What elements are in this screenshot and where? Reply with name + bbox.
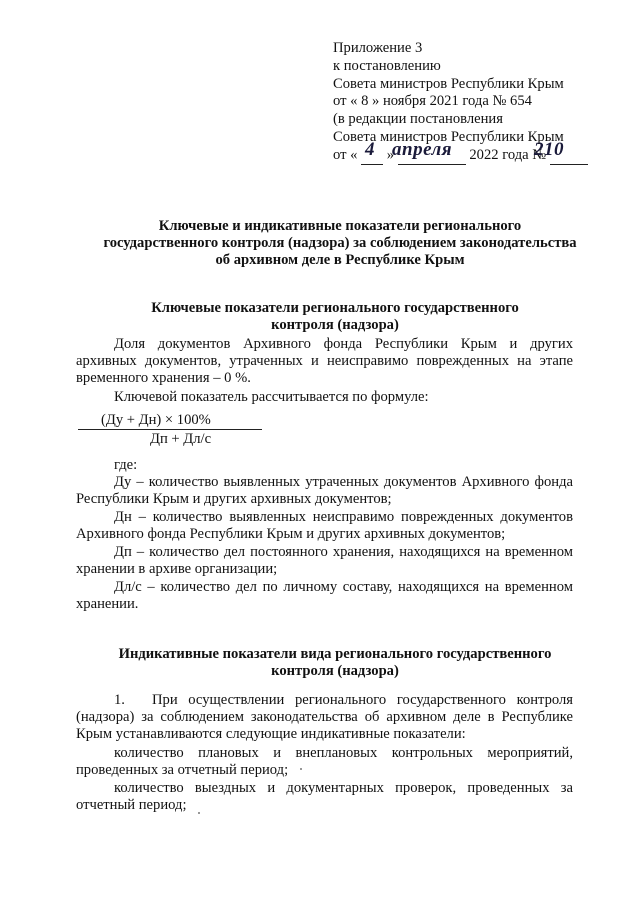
- where-label: где:: [114, 457, 138, 473]
- formula-denominator: Дп + Дл/с: [150, 431, 212, 447]
- definition-du: Ду – количество выявленных утраченных документов Архивного фонда Республики Крым и других архивных документов;: [76, 474, 573, 507]
- header-line: от « 8 » ноября 2021 года № 654: [333, 93, 532, 109]
- header-line: Совета министров Республики Крым: [333, 76, 564, 92]
- definition-dn: Дн – количество выявленных неисправимо поврежденных документов Архивного фонда Республики Крым и других архивных документов;: [76, 509, 573, 542]
- heading-line: контроля (надзора): [271, 317, 399, 333]
- indicator-item: количество плановых и внеплановых контрольных мероприятий, проведенных за отчетный период;: [76, 745, 573, 778]
- title-line: Ключевые и индикативные показатели регионального: [158, 218, 522, 234]
- definition-dls: Дл/с – количество дел по личному составу, находящихся на временном хранении.: [76, 579, 573, 612]
- key-indicator-paragraph: Доля документов Архивного фонда Республики Крым и других архивных документов, утраченных и неисправимо поврежденных на этапе временного хранения – 0 %.: [76, 336, 573, 386]
- document-title: [60, 218, 620, 269]
- item-number: 1.: [114, 692, 125, 708]
- scan-artifact: [198, 812, 200, 814]
- definition-dp: Дп – количество дел постоянного хранения, находящихся на временном хранении в архиве организации;: [76, 544, 573, 577]
- date-prefix: от «: [333, 147, 358, 163]
- header-line: (в редакции постановления: [333, 111, 503, 127]
- handwritten-number: 210: [534, 139, 564, 160]
- title-line: об архивном деле в Республике Крым: [215, 252, 465, 268]
- indicator-item: количество выездных и документарных проверок, проведенных за отчетный период;: [76, 780, 573, 813]
- item-text: При осуществлении регионального государственного контроля (надзора) за соблюдением законодательства об архивном деле в Республике Крым устанавливаются следующие индикативные показатели:: [76, 692, 573, 742]
- handwritten-day: 4: [365, 139, 375, 160]
- fraction-bar: [78, 429, 262, 430]
- key-section-heading: [100, 300, 570, 334]
- header-line: Приложение 3: [333, 40, 423, 56]
- formula-numerator: (Ду + Дн) × 100%: [101, 412, 211, 428]
- formula-intro: Ключевой показатель рассчитывается по формуле:: [114, 389, 429, 405]
- year-text: 2022 года №: [469, 147, 547, 163]
- scan-artifact: [300, 768, 302, 770]
- date-sep: »: [386, 147, 395, 163]
- header-line: к постановлению: [333, 58, 441, 74]
- title-line: государственного контроля (надзора) за соблюдением законодательства: [103, 235, 577, 251]
- header-line: Совета министров Республики Крым: [333, 129, 564, 145]
- handwritten-month: апреля: [392, 139, 453, 160]
- indicative-section-heading: [100, 646, 570, 680]
- heading-line: контроля (надзора): [271, 663, 399, 679]
- heading-line: Ключевые показатели регионального государственного: [151, 300, 519, 316]
- heading-line: Индикативные показатели вида регионального государственного: [118, 646, 552, 662]
